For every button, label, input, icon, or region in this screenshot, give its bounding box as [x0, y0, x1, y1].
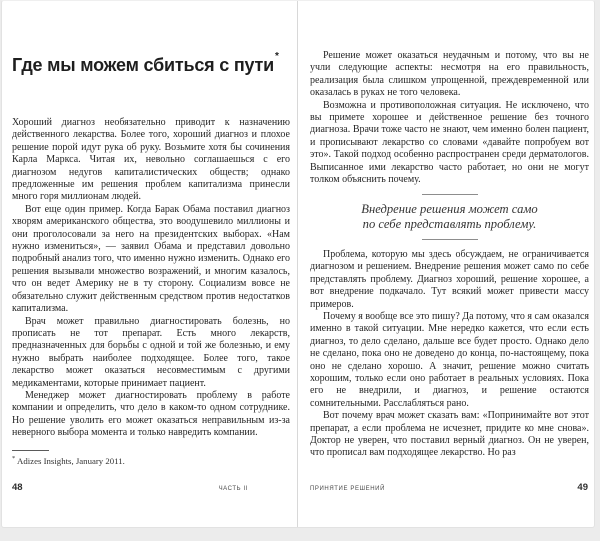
- quote-line: Внедрение решения может само: [361, 202, 538, 217]
- footnote-marker: *: [12, 455, 16, 462]
- paragraph: Решение может оказаться неудачным и потому, что вы не учли следующие аспекты: несмотря на его правильность, реализация была слишком упрощенной, преждевременной или оказалась в руках не того человека.: [310, 50, 589, 99]
- right-page: [298, 1, 594, 527]
- left-page: [2, 1, 298, 527]
- quote-rule-top: [422, 194, 478, 195]
- paragraph: Вот еще один пример. Когда Барак Обама поставил диагноз хворям американского общества, это воодушевило миллионы и они проголосовали за него на президентских выборах. «Нам нужно измениться», — заявил Обама и представил довольно подробный анализ того, что именно нужно изменить. Однако его решения вызывали множество возражений, и многим казалось, что он ведет Америку не в ту сторону. Социализм вовсе не обязательно служит действенным средством против недостатков капитализма.: [12, 203, 290, 315]
- left-page-footer: [12, 482, 290, 493]
- running-title-right: Принятие решений: [310, 482, 386, 492]
- footnote: [12, 450, 290, 466]
- page-number-left: 48: [12, 482, 23, 493]
- footnote-citation: Adizes Insights, January 2011.: [16, 455, 125, 466]
- running-title-left: Часть II: [218, 482, 248, 492]
- paragraph: Вот почему врач может сказать вам: «Попринимайте вот этот препарат, а если проблема не исчезнет, придите ко мне снова». Доктор не уверен, что поставил верный диагноз. Он не уверен, что прописал вам подходящее лекарство. Но раз: [310, 410, 589, 459]
- page-number-right: 49: [577, 482, 588, 493]
- chapter-heading: [12, 51, 290, 76]
- quote-line: по себе представлять проблему.: [362, 216, 537, 231]
- paragraph: Менеджер может диагностировать проблему в работе компании и определить, что дело в каком-то одном сотруднике. Но решение уволить его может оказаться неправильным из-за неверного выбора момента и только навредить компании.: [12, 389, 290, 439]
- footnote-rule: [12, 450, 49, 451]
- right-page-footer: [310, 482, 588, 493]
- left-page-body: [12, 117, 290, 457]
- paragraph: Возможна и противоположная ситуация. Не исключено, что вы примете хорошее и действенное решение без точного диагноза. Врачи тоже часто не знают, чем именно болен пациент, и прописывают лекарство со словами «давайте попробуем вот это». Такой подход особенно распространен среди дерматологов. Выписанное ими лекарство часто работает, но они не могут толком объяснить почему.: [310, 99, 589, 186]
- right-page-body: [310, 50, 589, 468]
- paragraph: Почему я вообще все это пишу? Да потому, что я сам оказался именно в такой ситуации. Мне нередко кажется, что если есть диагноз, то дело сделано, дальше все будет просто. Однако дело не сделано, пока оно не доведено до конца, по-настоящему, пока оно не сделано хорошо. А значит, решение можно считать хорошим, только если оно работает в реальных условиях. Пока его не внедрили, и диагноз, и решение остаются сомнительными. Расслабляться рано.: [310, 310, 589, 409]
- quote-rule-bottom: [422, 239, 478, 240]
- paragraph: Врач может правильно диагностировать болезнь, но прописать не тот препарат. Есть много лекарств, предназначенных для борьбы с одной и той же болезнью, и ему нужно выбрать наиболее подходящее. Более того, такое лекарство может оказаться несовместимым с другими медикаментами, которые принимает пациент.: [12, 315, 290, 389]
- paragraph: Хороший диагноз необязательно приводит к назначению действенного лекарства. Более того, хороший диагноз и плохое решение порой идут рука об руку. Возьмите хотя бы сочинения Карла Маркса. Читая их, невольно соглашаешься с его диагнозом недугов капиталистических обществ; однако предложенные им решения проблем капитализма принесли много горя миллионам людей.: [12, 117, 290, 203]
- paragraph: Проблема, которую мы здесь обсуждаем, не ограничивается диагнозом и решением. Внедрение решения может само по себе представлять проблему. Диагноз хороший, решение хорошее, а вот внедрение подкачало. Тут всякий может привести массу примеров.: [310, 248, 589, 310]
- pull-quote: [310, 194, 589, 239]
- chapter-heading-text: Где мы можем сбиться с пути: [12, 55, 275, 75]
- book-spread: [1, 0, 595, 528]
- heading-footnote-marker: *: [275, 51, 279, 62]
- footnote-text: [12, 454, 290, 466]
